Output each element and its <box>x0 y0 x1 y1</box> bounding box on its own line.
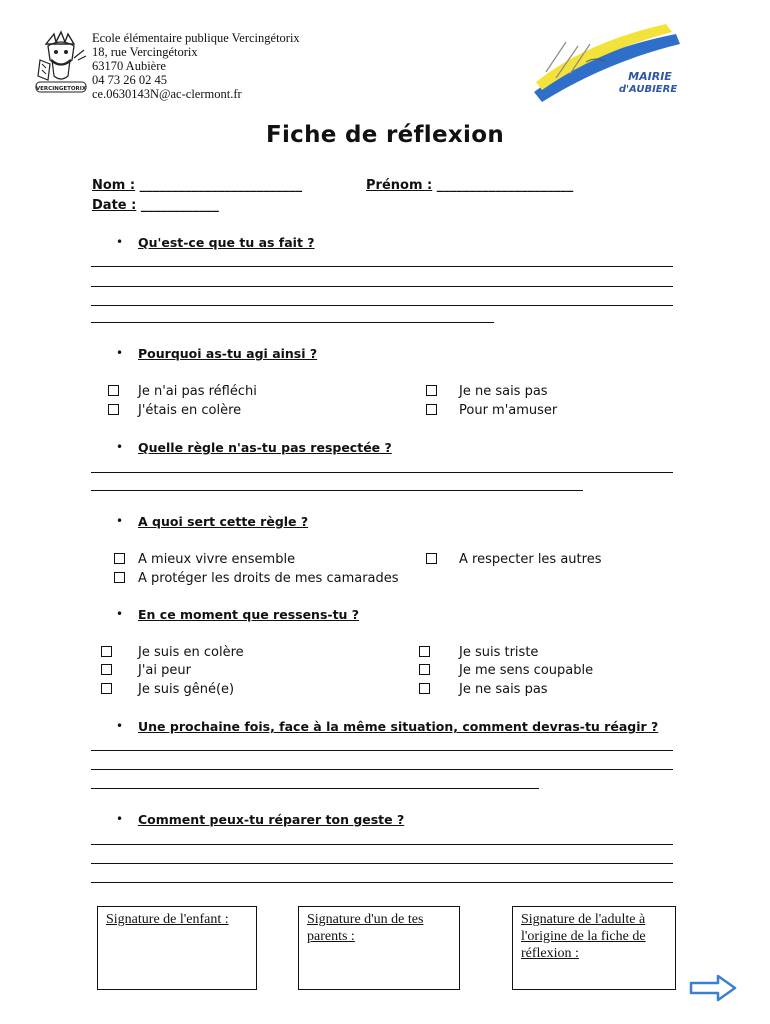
signature-label-adult: Signature de l'adulte à l'origine de la fiche de réflexion : <box>521 912 646 961</box>
school-email: ce.0630143N@ac-clermont.fr <box>92 87 242 101</box>
bullet-q6: • <box>116 719 124 733</box>
school-name: Ecole élémentaire publique Vercingétorix <box>92 31 300 45</box>
bullet-q7: • <box>116 812 124 826</box>
answer-line-q3-2[interactable] <box>91 490 583 491</box>
school-city: 63170 Aubière <box>92 59 166 73</box>
answer-line-q7-2[interactable] <box>91 863 673 864</box>
nom-label: Nom : <box>92 178 136 193</box>
option-q2-1: Je n'ai pas réfléchi <box>138 384 257 399</box>
question-q7: Comment peux-tu réparer ton geste ? <box>138 812 405 827</box>
checkbox-q2-4[interactable] <box>426 404 437 415</box>
checkbox-q5-4[interactable] <box>419 646 430 657</box>
date-field[interactable] <box>92 198 219 213</box>
date-label: Date : <box>92 198 137 213</box>
answer-line-q6-1[interactable] <box>91 750 673 751</box>
answer-line-q6-3[interactable] <box>91 788 539 789</box>
school-logo <box>34 30 88 96</box>
signature-label-parent: Signature d'un de tes parents : <box>307 912 424 944</box>
answer-line-q1-2[interactable] <box>91 286 673 287</box>
bullet-q4: • <box>116 514 124 528</box>
mairie-logo <box>526 22 684 106</box>
prenom-line: _____________________ <box>436 178 574 193</box>
option-q4-3: A respecter les autres <box>459 552 602 567</box>
next-arrow-icon[interactable] <box>688 973 738 1003</box>
checkbox-q2-3[interactable] <box>426 385 437 396</box>
answer-line-q7-1[interactable] <box>91 844 673 845</box>
question-q6: Une prochaine fois, face à la même situation, comment devras-tu réagir ? <box>138 719 659 734</box>
question-q3: Quelle règle n'as-tu pas respectée ? <box>138 440 392 455</box>
option-q5-6: Je ne sais pas <box>459 682 548 697</box>
option-q2-4: Pour m'amuser <box>459 403 558 418</box>
prenom-field[interactable] <box>366 178 573 193</box>
option-q5-5: Je me sens coupable <box>459 663 594 678</box>
signature-box-child[interactable] <box>97 906 257 990</box>
answer-line-q1-1[interactable] <box>91 266 673 267</box>
date-line: ____________ <box>140 198 219 213</box>
option-q5-2: J'ai peur <box>138 663 191 678</box>
checkbox-q4-3[interactable] <box>426 553 437 564</box>
checkbox-q2-2[interactable] <box>108 404 119 415</box>
answer-line-q3-1[interactable] <box>91 472 673 473</box>
school-phone: 04 73 26 02 45 <box>92 73 167 87</box>
checkbox-q4-2[interactable] <box>114 572 125 583</box>
option-q4-1: A mieux vivre ensemble <box>138 552 296 567</box>
school-street: 18, rue Vercingétorix <box>92 45 198 59</box>
option-q5-4: Je suis triste <box>459 645 539 660</box>
bullet-q2: • <box>116 346 124 360</box>
mairie-logo-text-2: d'AUBIERE <box>618 84 678 95</box>
mairie-logo-text-1: MAIRIE <box>628 70 672 83</box>
option-q2-2: J'étais en colère <box>138 403 242 418</box>
checkbox-q5-1[interactable] <box>101 646 112 657</box>
answer-line-q7-3[interactable] <box>91 882 673 883</box>
checkbox-q4-1[interactable] <box>114 553 125 564</box>
signature-label-child: Signature de l'enfant : <box>106 912 229 927</box>
answer-line-q1-3[interactable] <box>91 305 673 306</box>
school-address <box>92 31 300 101</box>
nom-line: _________________________ <box>139 178 303 193</box>
school-logo-caption: VERCINGETORIX <box>35 86 87 92</box>
bullet-q5: • <box>116 607 124 621</box>
question-q1: Qu'est-ce que tu as fait ? <box>138 235 315 250</box>
signature-box-parent[interactable] <box>298 906 460 990</box>
bullet-q3: • <box>116 440 124 454</box>
question-q4: A quoi sert cette règle ? <box>138 514 309 529</box>
checkbox-q5-5[interactable] <box>419 664 430 675</box>
answer-line-q6-2[interactable] <box>91 769 673 770</box>
signature-box-adult[interactable] <box>512 906 676 990</box>
bullet-q1: • <box>116 235 124 249</box>
checkbox-q5-3[interactable] <box>101 683 112 694</box>
option-q5-1: Je suis en colère <box>138 645 244 660</box>
checkbox-q2-1[interactable] <box>108 385 119 396</box>
page-title: Fiche de réflexion <box>265 122 504 148</box>
checkbox-q5-6[interactable] <box>419 683 430 694</box>
question-q2: Pourquoi as-tu agi ainsi ? <box>138 346 318 361</box>
question-q5: En ce moment que ressens-tu ? <box>138 607 360 622</box>
checkbox-q5-2[interactable] <box>101 664 112 675</box>
option-q2-3: Je ne sais pas <box>459 384 548 399</box>
prenom-label: Prénom : <box>366 178 433 193</box>
option-q4-2: A protéger les droits de mes camarades <box>138 571 399 586</box>
nom-field[interactable] <box>92 178 302 193</box>
option-q5-3: Je suis gêné(e) <box>138 682 235 697</box>
answer-line-q1-4[interactable] <box>91 322 494 323</box>
